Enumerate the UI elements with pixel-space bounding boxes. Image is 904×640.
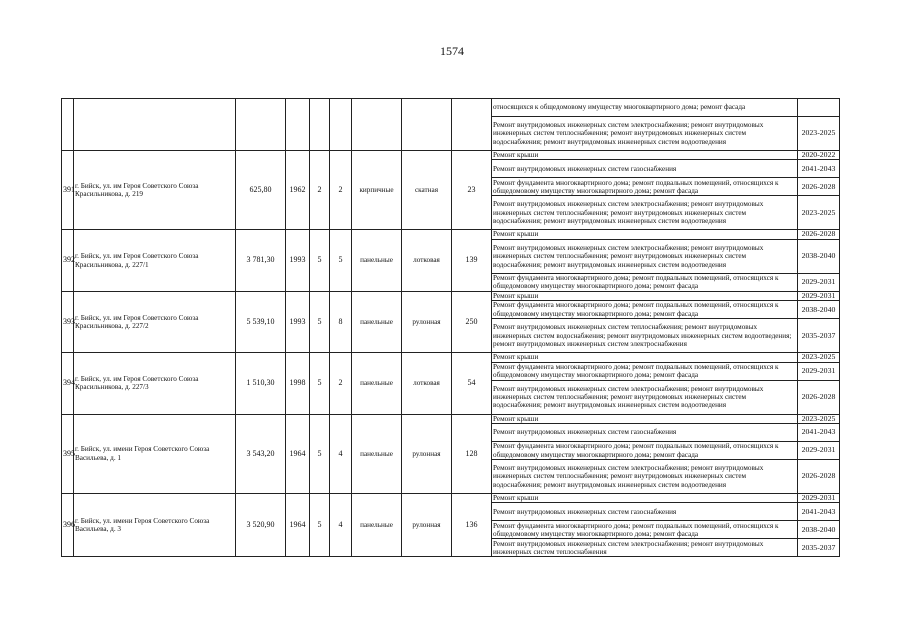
wall-material-cell: панельные [352, 291, 402, 352]
wall-material-cell: кирпичные [352, 151, 402, 230]
period-cell: 2029-2031 [798, 291, 840, 300]
address-cell [74, 99, 236, 151]
roof-type-cell: рулонная [402, 414, 452, 493]
area-cell [236, 99, 286, 151]
work-cell: Ремонт внутридомовых инженерных систем электроснабжения; ремонт внутридомовых инженерных систем теплоснабжения; ремонт внутридомовых инженерных систем водоснабжения; ремонт внутридомовых инженерных систем водоотведения [492, 460, 798, 494]
work-cell: Ремонт внутридомовых инженерных систем газоснабжения [492, 424, 798, 442]
floors-cell: 5 [310, 291, 330, 352]
table-row [62, 353, 840, 362]
residents-cell: 139 [452, 230, 492, 291]
table-row [62, 99, 840, 117]
entrances-cell: 2 [330, 353, 352, 414]
work-cell: Ремонт внутридомовых инженерных систем электроснабжения; ремонт внутридомовых инженерных систем теплоснабжения; ремонт внутридомовых инженерных систем водоснабжения; ремонт внутридомовых инженерных систем водоотведения [492, 196, 798, 230]
roof-type-cell: рулонная [402, 291, 452, 352]
period-cell: 2020-2022 [798, 151, 840, 160]
address-cell: г. Бийск, ул. им Героя Советского Союза Красильникова, д. 227/2 [74, 291, 236, 352]
wall-material-cell: панельные [352, 414, 402, 493]
entrances-cell: 5 [330, 230, 352, 291]
floors-cell [310, 99, 330, 151]
address-cell: г. Бийск, ул. им Героя Советского Союза Красильникова, д. 227/3 [74, 353, 236, 414]
no-cell [62, 99, 74, 151]
table-row [62, 494, 840, 503]
period-cell: 2038-2040 [798, 301, 840, 319]
period-cell: 2026-2028 [798, 460, 840, 494]
work-cell: Ремонт фундамента многоквартирного дома; ремонт подвальных помещений, относящихся к общедомовому имуществу многоквартирного дома; ремонт фасада [492, 273, 798, 291]
work-cell: Ремонт внутридомовых инженерных систем электроснабжения; ремонт внутридомовых инженерных систем теплоснабжения; ремонт внутридомовых инженерных систем водоснабжения; ремонт внутридомовых инженерных систем водоотведения [492, 380, 798, 414]
work-cell: Ремонт крыши [492, 230, 798, 239]
period-cell: 2023-2025 [798, 353, 840, 362]
work-cell: Ремонт внутридомовых инженерных систем теплоснабжения; ремонт внутридомовых инженерных систем водоснабжения; ремонт внутридомовых инженерных систем водоотведения; ремонт внутридомовых инженерных систем электроснабжения [492, 319, 798, 353]
table-row [62, 414, 840, 423]
work-cell: Ремонт внутридомовых инженерных систем электроснабжения; ремонт внутридомовых инженерных систем теплоснабжения [492, 539, 798, 557]
entrances-cell: 2 [330, 151, 352, 230]
residents-cell [452, 99, 492, 151]
area-cell: 5 539,10 [236, 291, 286, 352]
work-cell: Ремонт фундамента многоквартирного дома; ремонт подвальных помещений, относящихся к общедомовому имуществу многоквартирного дома; ремонт фасада [492, 178, 798, 196]
work-cell: Ремонт фундамента многоквартирного дома; ремонт подвальных помещений, относящихся к общедомовому имуществу многоквартирного дома; ремонт фасада [492, 442, 798, 460]
wall-material-cell: панельные [352, 230, 402, 291]
floors-cell: 5 [310, 414, 330, 493]
roof-cell [402, 99, 452, 151]
entrances-cell: 4 [330, 414, 352, 493]
area-cell: 625,80 [236, 151, 286, 230]
year-cell: 1993 [286, 230, 310, 291]
page-number: 1574 [440, 44, 464, 58]
address-cell: г. Бийск, ул. имени Героя Советского Союза Васильева, д. 3 [74, 494, 236, 557]
period-cell: 2029-2031 [798, 273, 840, 291]
period-cell: 2026-2028 [798, 230, 840, 239]
entrances-cell: 8 [330, 291, 352, 352]
period-cell: 2023-2025 [798, 414, 840, 423]
period-cell: 2026-2028 [798, 178, 840, 196]
area-cell: 3 520,90 [236, 494, 286, 557]
table-body [62, 99, 840, 557]
work-cell: относящихся к общедомовому имуществу многоквартирного дома; ремонт фасада [492, 99, 798, 117]
table-row [62, 230, 840, 239]
table-row [62, 291, 840, 300]
period-cell: 2029-2031 [798, 494, 840, 503]
period-cell [798, 99, 840, 117]
period-cell: 2041-2043 [798, 424, 840, 442]
table-row [62, 151, 840, 160]
period-cell: 2038-2040 [798, 521, 840, 539]
period-cell: 2041-2043 [798, 160, 840, 178]
year-cell: 1998 [286, 353, 310, 414]
wall-material-cell: панельные [352, 494, 402, 557]
capital-repair-table [61, 98, 840, 557]
work-cell: Ремонт внутридомовых инженерных систем электроснабжения; ремонт внутридомовых инженерных систем теплоснабжения; ремонт внутридомовых инженерных систем водоснабжения; ремонт внутридомовых инженерных систем водоотведения [492, 117, 798, 151]
floors-cell: 5 [310, 353, 330, 414]
residents-cell: 136 [452, 494, 492, 557]
work-cell: Ремонт крыши [492, 494, 798, 503]
wall-material-cell: панельные [352, 353, 402, 414]
address-cell: г. Бийск, ул. им Героя Советского Союза Красильникова, д. 219 [74, 151, 236, 230]
floors-cell: 5 [310, 494, 330, 557]
work-cell: Ремонт крыши [492, 291, 798, 300]
period-cell: 2023-2025 [798, 196, 840, 230]
work-cell: Ремонт фундамента многоквартирного дома; ремонт подвальных помещений, относящихся к общедомовому имуществу многоквартирного дома; ремонт фасада [492, 301, 798, 319]
year-cell: 1962 [286, 151, 310, 230]
period-cell: 2035-2037 [798, 539, 840, 557]
period-cell: 2029-2031 [798, 362, 840, 380]
work-cell: Ремонт фундамента многоквартирного дома; ремонт подвальных помещений, относящихся к общедомовому имуществу многоквартирного дома; ремонт фасада [492, 362, 798, 380]
year-cell: 1964 [286, 494, 310, 557]
work-cell: Ремонт фундамента многоквартирного дома; ремонт подвальных помещений, относящихся к общедомовому имуществу многоквартирного дома; ремонт фасада [492, 521, 798, 539]
entrances-cell [330, 99, 352, 151]
work-cell: Ремонт крыши [492, 151, 798, 160]
residents-cell: 23 [452, 151, 492, 230]
building-number-cell: 393 [62, 291, 74, 352]
work-cell: Ремонт внутридомовых инженерных систем газоснабжения [492, 160, 798, 178]
building-number-cell: 395 [62, 414, 74, 493]
area-cell: 3 543,20 [236, 414, 286, 493]
building-number-cell: 396 [62, 494, 74, 557]
roof-type-cell: рулонная [402, 494, 452, 557]
work-cell: Ремонт внутридомовых инженерных систем газоснабжения [492, 503, 798, 521]
wall-cell [352, 99, 402, 151]
residents-cell: 54 [452, 353, 492, 414]
period-cell: 2041-2043 [798, 503, 840, 521]
year-cell: 1964 [286, 414, 310, 493]
period-cell: 2035-2037 [798, 319, 840, 353]
work-cell: Ремонт крыши [492, 414, 798, 423]
roof-type-cell: скатная [402, 151, 452, 230]
period-cell: 2029-2031 [798, 442, 840, 460]
residents-cell: 128 [452, 414, 492, 493]
work-cell: Ремонт крыши [492, 353, 798, 362]
floors-cell: 2 [310, 151, 330, 230]
year-cell: 1993 [286, 291, 310, 352]
residents-cell: 250 [452, 291, 492, 352]
roof-type-cell: лотковая [402, 230, 452, 291]
address-cell: г. Бийск, ул. им Героя Советского Союза Красильникова, д. 227/1 [74, 230, 236, 291]
building-number-cell: 392 [62, 230, 74, 291]
floors-cell: 5 [310, 230, 330, 291]
period-cell: 2026-2028 [798, 380, 840, 414]
building-number-cell: 391 [62, 151, 74, 230]
entrances-cell: 4 [330, 494, 352, 557]
year-cell [286, 99, 310, 151]
period-cell: 2038-2040 [798, 239, 840, 273]
period-cell: 2023-2025 [798, 117, 840, 151]
building-number-cell: 394 [62, 353, 74, 414]
work-cell: Ремонт внутридомовых инженерных систем электроснабжения; ремонт внутридомовых инженерных систем теплоснабжения; ремонт внутридомовых инженерных систем водоснабжения; ремонт внутридомовых инженерных систем водоотведения [492, 239, 798, 273]
roof-type-cell: лотковая [402, 353, 452, 414]
area-cell: 3 781,30 [236, 230, 286, 291]
area-cell: 1 510,30 [236, 353, 286, 414]
address-cell: г. Бийск, ул. имени Героя Советского Союза Васильева, д. 1 [74, 414, 236, 493]
